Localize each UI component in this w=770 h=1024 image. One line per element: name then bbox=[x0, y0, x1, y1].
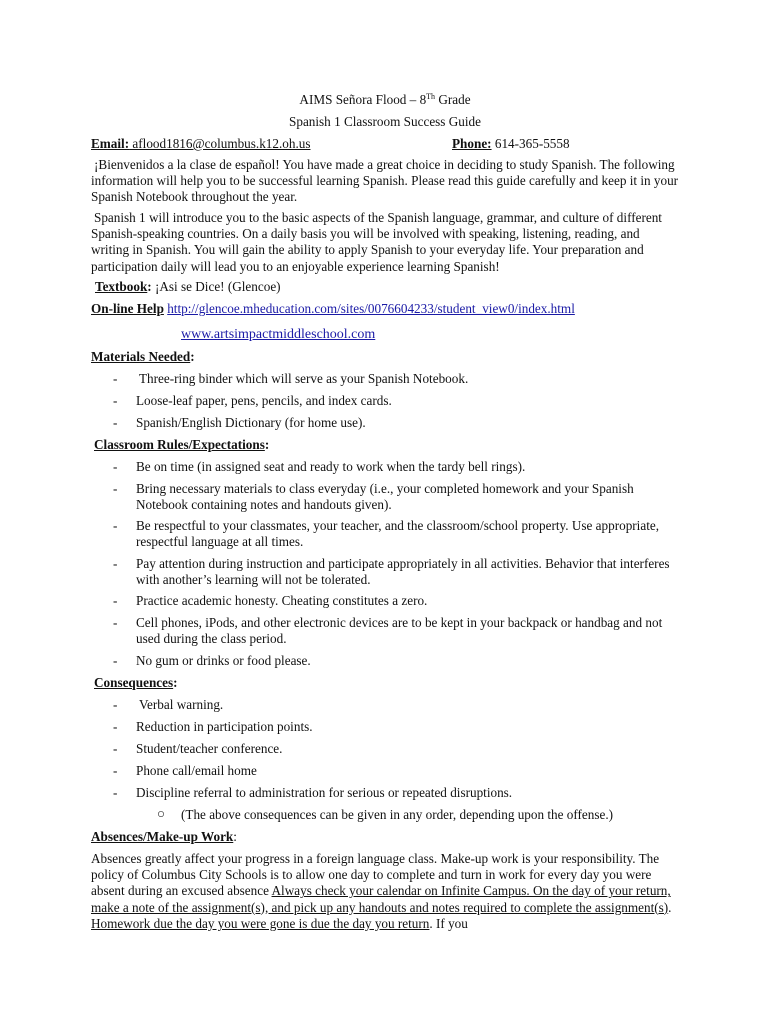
list-item: Verbal warning. bbox=[139, 697, 224, 712]
textbook-value: ¡Asi se Dice! (Glencoe) bbox=[151, 279, 281, 294]
list-item: Bring necessary materials to class everyday (i.e., your completed homework and your Spanish Notebook containing notes and handouts given). bbox=[136, 481, 634, 512]
list-item: Loose-leaf paper, pens, pencils, and index cards. bbox=[136, 393, 392, 408]
intro-paragraph-2: Spanish 1 will introduce you to the basic aspects of the Spanish language, grammar, and culture of different Spanish-speaking countries. On a daily basis you will be involved with speaking, listening, reading, and writing in Spanish. You will gain the ability to apply Spanish to your everyday life. Your preparation and participation daily will lead you to an enjoyable experience learning Spanish! bbox=[91, 210, 662, 274]
consequences-heading: Consequences: bbox=[94, 675, 178, 690]
list-item: No gum or drinks or food please. bbox=[136, 653, 311, 668]
email-label: Email: bbox=[91, 136, 130, 151]
document-page: AIMS Señora Flood – 8Th Grade Spanish 1 Classroom Success Guide Email: aflood1816@columbus.k12.oh.us Phone: 614-365-5558 ¡Bienvenidos a la clase de español! You have made a great choice in deciding to study Spanish. The following information will help you to be successful learning Spanish. Please read this guide carefully and keep it in your Spanish Notebook throughout the year. Spanish 1 will introduce you to the basic aspects of the Spanish language, grammar, and culture of different Spanish-speaking countries. On a daily basis you will be involved with speaking, listening, reading, and writing in Spanish. You will gain the ability to apply Spanish to your everyday life. Your preparation and participation daily will lead you to an enjoyable experience learning Spanish! Textbook: ¡Asi se Dice! (Glencoe) On-line Help http://glencoe.mheducation.com/sites/0076604233/student_view0/index.html www.artsimpactmiddleschool.com Materials Needed: - Three-ring binder which will serve as your Spanish Notebook. - Loose-leaf paper, pens, pencils, and index cards. - Spanish/English Dictionary (for home use). Classroom Rules/Expectations: - Be on time (in assigned seat and ready to work when the tardy bell rings). - Bring necessary materials to class everyday (i.e., your completed homework and your Spanish Notebook containing notes and handouts given). - Be respectful to your classmates, your teacher, and the classroom/school property. Use appropriate, respectful language at all times. - Pay attention during instruction and participate appropriately in all activities. Behavior that interferes with another’s learning will not be tolerated. - Practice academic honesty. Cheating constitutes a zero. - Cell phones, iPods, and other electronic devices are to be kept in your backpack or handbag and not used during the class period. - No gum or drinks or food please. Consequences: - Verbal warning. - Reduction in participation points. - Student/teacher conference. - Phone call/email home - Discipline referral to administration for serious or repeated disruptions. ○ (The above consequences can be given in any order, depending upon the offense.) Absences/Make-up Work: Absences greatly affect your progress in a foreign language class. Make-up work is your responsibility. The policy of Columbus City Schools is to allow one day to complete and turn in work for every day you were absent during an excused absence Always check your calendar on Infinite Campus. On the day of your return, make a note of the assignment(s), and pick up any handouts and notes required to complete the assignment(s). Homework due the day you were gone is due the day you return. If you bbox=[0, 0, 770, 1024]
list-item: Phone call/email home bbox=[136, 763, 257, 778]
list-item: Cell phones, iPods, and other electronic devices are to be kept in your backpack or handbag and not used during the class period. bbox=[136, 615, 663, 646]
phone-label: Phone: bbox=[452, 136, 492, 151]
online-help-line bbox=[91, 301, 575, 317]
phone-value: 614-365-5558 bbox=[491, 136, 570, 151]
glencoe-link[interactable]: http://glencoe.mheducation.com/sites/0076604233/student_view0/index.html bbox=[167, 301, 575, 316]
rules-heading: Classroom Rules/Expectations: bbox=[94, 437, 270, 452]
textbook-line: Textbook: ¡Asi se Dice! (Glencoe) bbox=[95, 279, 281, 294]
absences-paragraph: Absences greatly affect your progress in a foreign language class. Make-up work is your responsibility. The policy of Columbus City Schools is to allow one day to complete and turn in work for every day you were absent during an excused absence Always check your calendar on Infinite Campus. On the day of your return, make a note of the assignment(s), and pick up any handouts and notes required to complete the assignment(s). Homework due the day you were gone is due the day you return. If you bbox=[91, 851, 672, 931]
materials-heading: Materials Needed: bbox=[91, 349, 195, 364]
list-item: Be on time (in assigned seat and ready to work when the tardy bell rings). bbox=[136, 459, 526, 474]
list-item: Three-ring binder which will serve as your Spanish Notebook. bbox=[139, 371, 469, 386]
textbook-label: Textbook bbox=[95, 279, 148, 294]
list-item: Practice academic honesty. Cheating constitutes a zero. bbox=[136, 593, 428, 608]
list-item: Discipline referral to administration for serious or repeated disruptions. bbox=[136, 785, 513, 800]
circle-bullet-icon: ○ bbox=[157, 806, 165, 821]
consequences-note: (The above consequences can be given in any order, depending upon the offense.) bbox=[181, 807, 614, 822]
phone-line bbox=[452, 136, 570, 152]
online-help-label: On-line Help bbox=[91, 301, 164, 316]
document-title: AIMS Señora Flood – 8Th Grade bbox=[299, 92, 471, 107]
email-value[interactable]: aflood1816@columbus.k12.oh.us bbox=[129, 136, 311, 151]
email-line bbox=[91, 136, 310, 152]
document-subtitle: Spanish 1 Classroom Success Guide bbox=[289, 114, 481, 129]
absences-heading: Absences/Make-up Work: bbox=[91, 829, 237, 844]
list-item: Pay attention during instruction and participate appropriately in all activities. Behavior that interferes with another’s learning will not be tolerated. bbox=[136, 556, 670, 587]
list-item: Reduction in participation points. bbox=[136, 719, 313, 734]
list-item: Be respectful to your classmates, your teacher, and the classroom/school property. Use appropriate, respectful language at all times. bbox=[136, 518, 660, 549]
intro-paragraph-1: ¡Bienvenidos a la clase de español! You have made a great choice in deciding to study Spanish. The following information will help you to be successful learning Spanish. Please read this guide carefully and keep it in your Spanish Notebook throughout the year. bbox=[91, 157, 679, 205]
list-item: Student/teacher conference. bbox=[136, 741, 283, 756]
list-item: Spanish/English Dictionary (for home use). bbox=[136, 415, 366, 430]
school-website-link: www.artsimpactmiddleschool.com bbox=[181, 327, 376, 342]
